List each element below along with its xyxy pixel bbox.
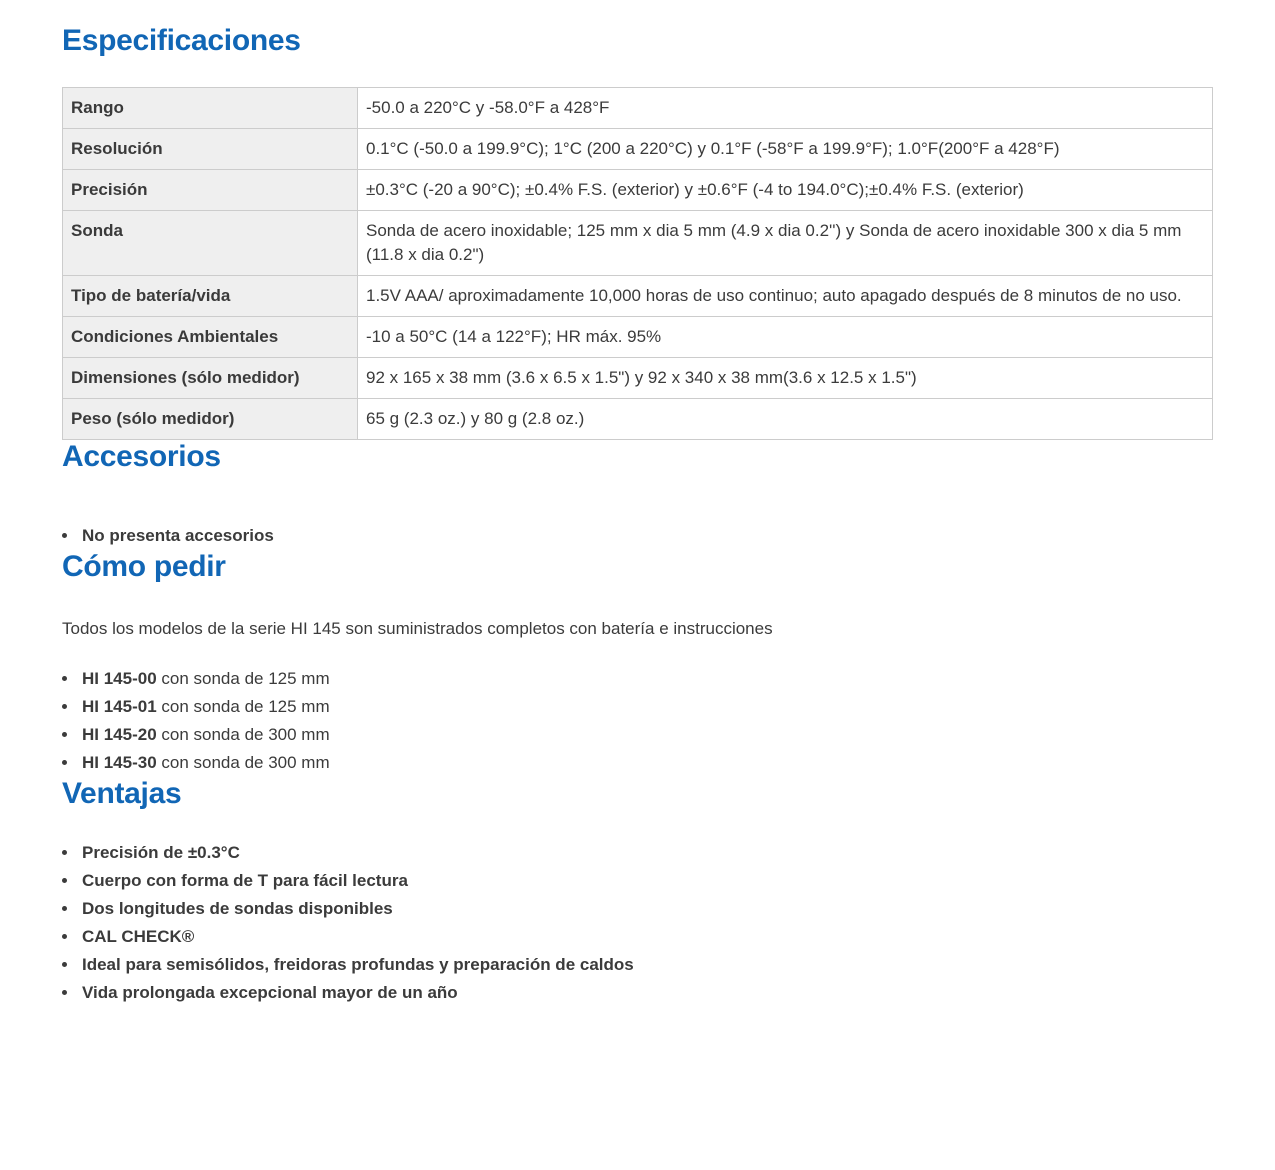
spec-label: Peso (sólo medidor) [63, 398, 358, 439]
model-item [79, 749, 1213, 777]
model-desc: con sonda de 125 mm [156, 696, 330, 716]
spec-value: Sonda de acero inoxidable; 125 mm x dia 5 mm (4.9 x dia 0.2'') y Sonda de acero inoxidable 300 x dia 5 mm (11.8 x dia 0.2") [358, 210, 1213, 275]
section-heading-accesorios: Accesorios [62, 439, 221, 473]
model-item [79, 721, 1213, 749]
model-code: HI 145-30 [82, 752, 157, 772]
spec-value: 92 x 165 x 38 mm (3.6 x 6.5 x 1.5") y 92 x 340 x 38 mm(3.6 x 12.5 x 1.5") [358, 357, 1213, 398]
model-desc: con sonda de 300 mm [156, 724, 330, 744]
section-heading-como-pedir: Cómo pedir [62, 550, 226, 583]
advantage-item: • Dos longitudes de sondas disponibles [79, 895, 1213, 923]
spec-label: Precisión [63, 169, 358, 210]
spec-row-condiciones [63, 316, 1213, 357]
spec-value: -10 a 50°C (14 a 122°F); HR máx. 95% [358, 316, 1213, 357]
spec-value: 0.1°C (-50.0 a 199.9°C); 1°C (200 a 220°C) y 0.1°F (-58°F a 199.9°F); 1.0°F(200°F a 428°F) [358, 128, 1213, 169]
model-code: HI 145-00 [82, 668, 157, 688]
spec-label: Tipo de batería/vida [63, 275, 358, 316]
spec-value: 1.5V AAA/ aproximadamente 10,000 horas de uso continuo; auto apagado después de 8 minutos de no uso. [358, 275, 1213, 316]
model-code: HI 145-01 [82, 696, 157, 716]
advantage-item: • Cuerpo con forma de T para fácil lectura [79, 867, 1213, 895]
model-desc: con sonda de 300 mm [156, 752, 330, 772]
spec-label: Rango [63, 87, 358, 128]
advantage-item: • CAL CHECK® [79, 923, 1213, 951]
advantage-item: • Ideal para semisólidos, freidoras profundas y preparación de caldos [79, 951, 1213, 979]
accessories-list [62, 522, 1213, 550]
spec-row-resolucion [63, 128, 1213, 169]
order-intro: Todos los modelos de la serie HI 145 son suministrados completos con batería e instrucciones [62, 618, 773, 638]
spec-row-rango [63, 87, 1213, 128]
model-desc: con sonda de 125 mm [156, 668, 330, 688]
spec-label: Resolución [63, 128, 358, 169]
spec-value: -50.0 a 220°C y -58.0°F a 428°F [358, 87, 1213, 128]
spec-row-dimensiones [63, 357, 1213, 398]
spec-value: 65 g (2.3 oz.) y 80 g (2.8 oz.) [358, 398, 1213, 439]
advantage-item: • Vida prolongada excepcional mayor de un año [79, 979, 1213, 1007]
spec-label: Sonda [63, 210, 358, 275]
advantage-item: • Precisión de ±0.3°C [79, 839, 1213, 867]
section-heading-ventajas: Ventajas [62, 776, 182, 810]
spec-label: Dimensiones (sólo medidor) [63, 357, 358, 398]
specifications-table [62, 87, 1213, 440]
model-list [62, 665, 1213, 777]
spec-value: ±0.3°C (-20 a 90°C); ±0.4% F.S. (exterior) y ±0.6°F (-4 to 194.0°C);±0.4% F.S. (exterior) [358, 169, 1213, 210]
model-item [79, 665, 1213, 693]
spec-row-peso [63, 398, 1213, 439]
advantages-list [62, 839, 1213, 1007]
accessory-item: • No presenta accesorios [79, 522, 1213, 550]
spec-row-bateria [63, 275, 1213, 316]
section-heading-especificaciones: Especificaciones [62, 24, 301, 57]
spec-row-precision [63, 169, 1213, 210]
model-item [79, 693, 1213, 721]
spec-label: Condiciones Ambientales [63, 316, 358, 357]
model-code: HI 145-20 [82, 724, 157, 744]
spec-row-sonda [63, 210, 1213, 275]
